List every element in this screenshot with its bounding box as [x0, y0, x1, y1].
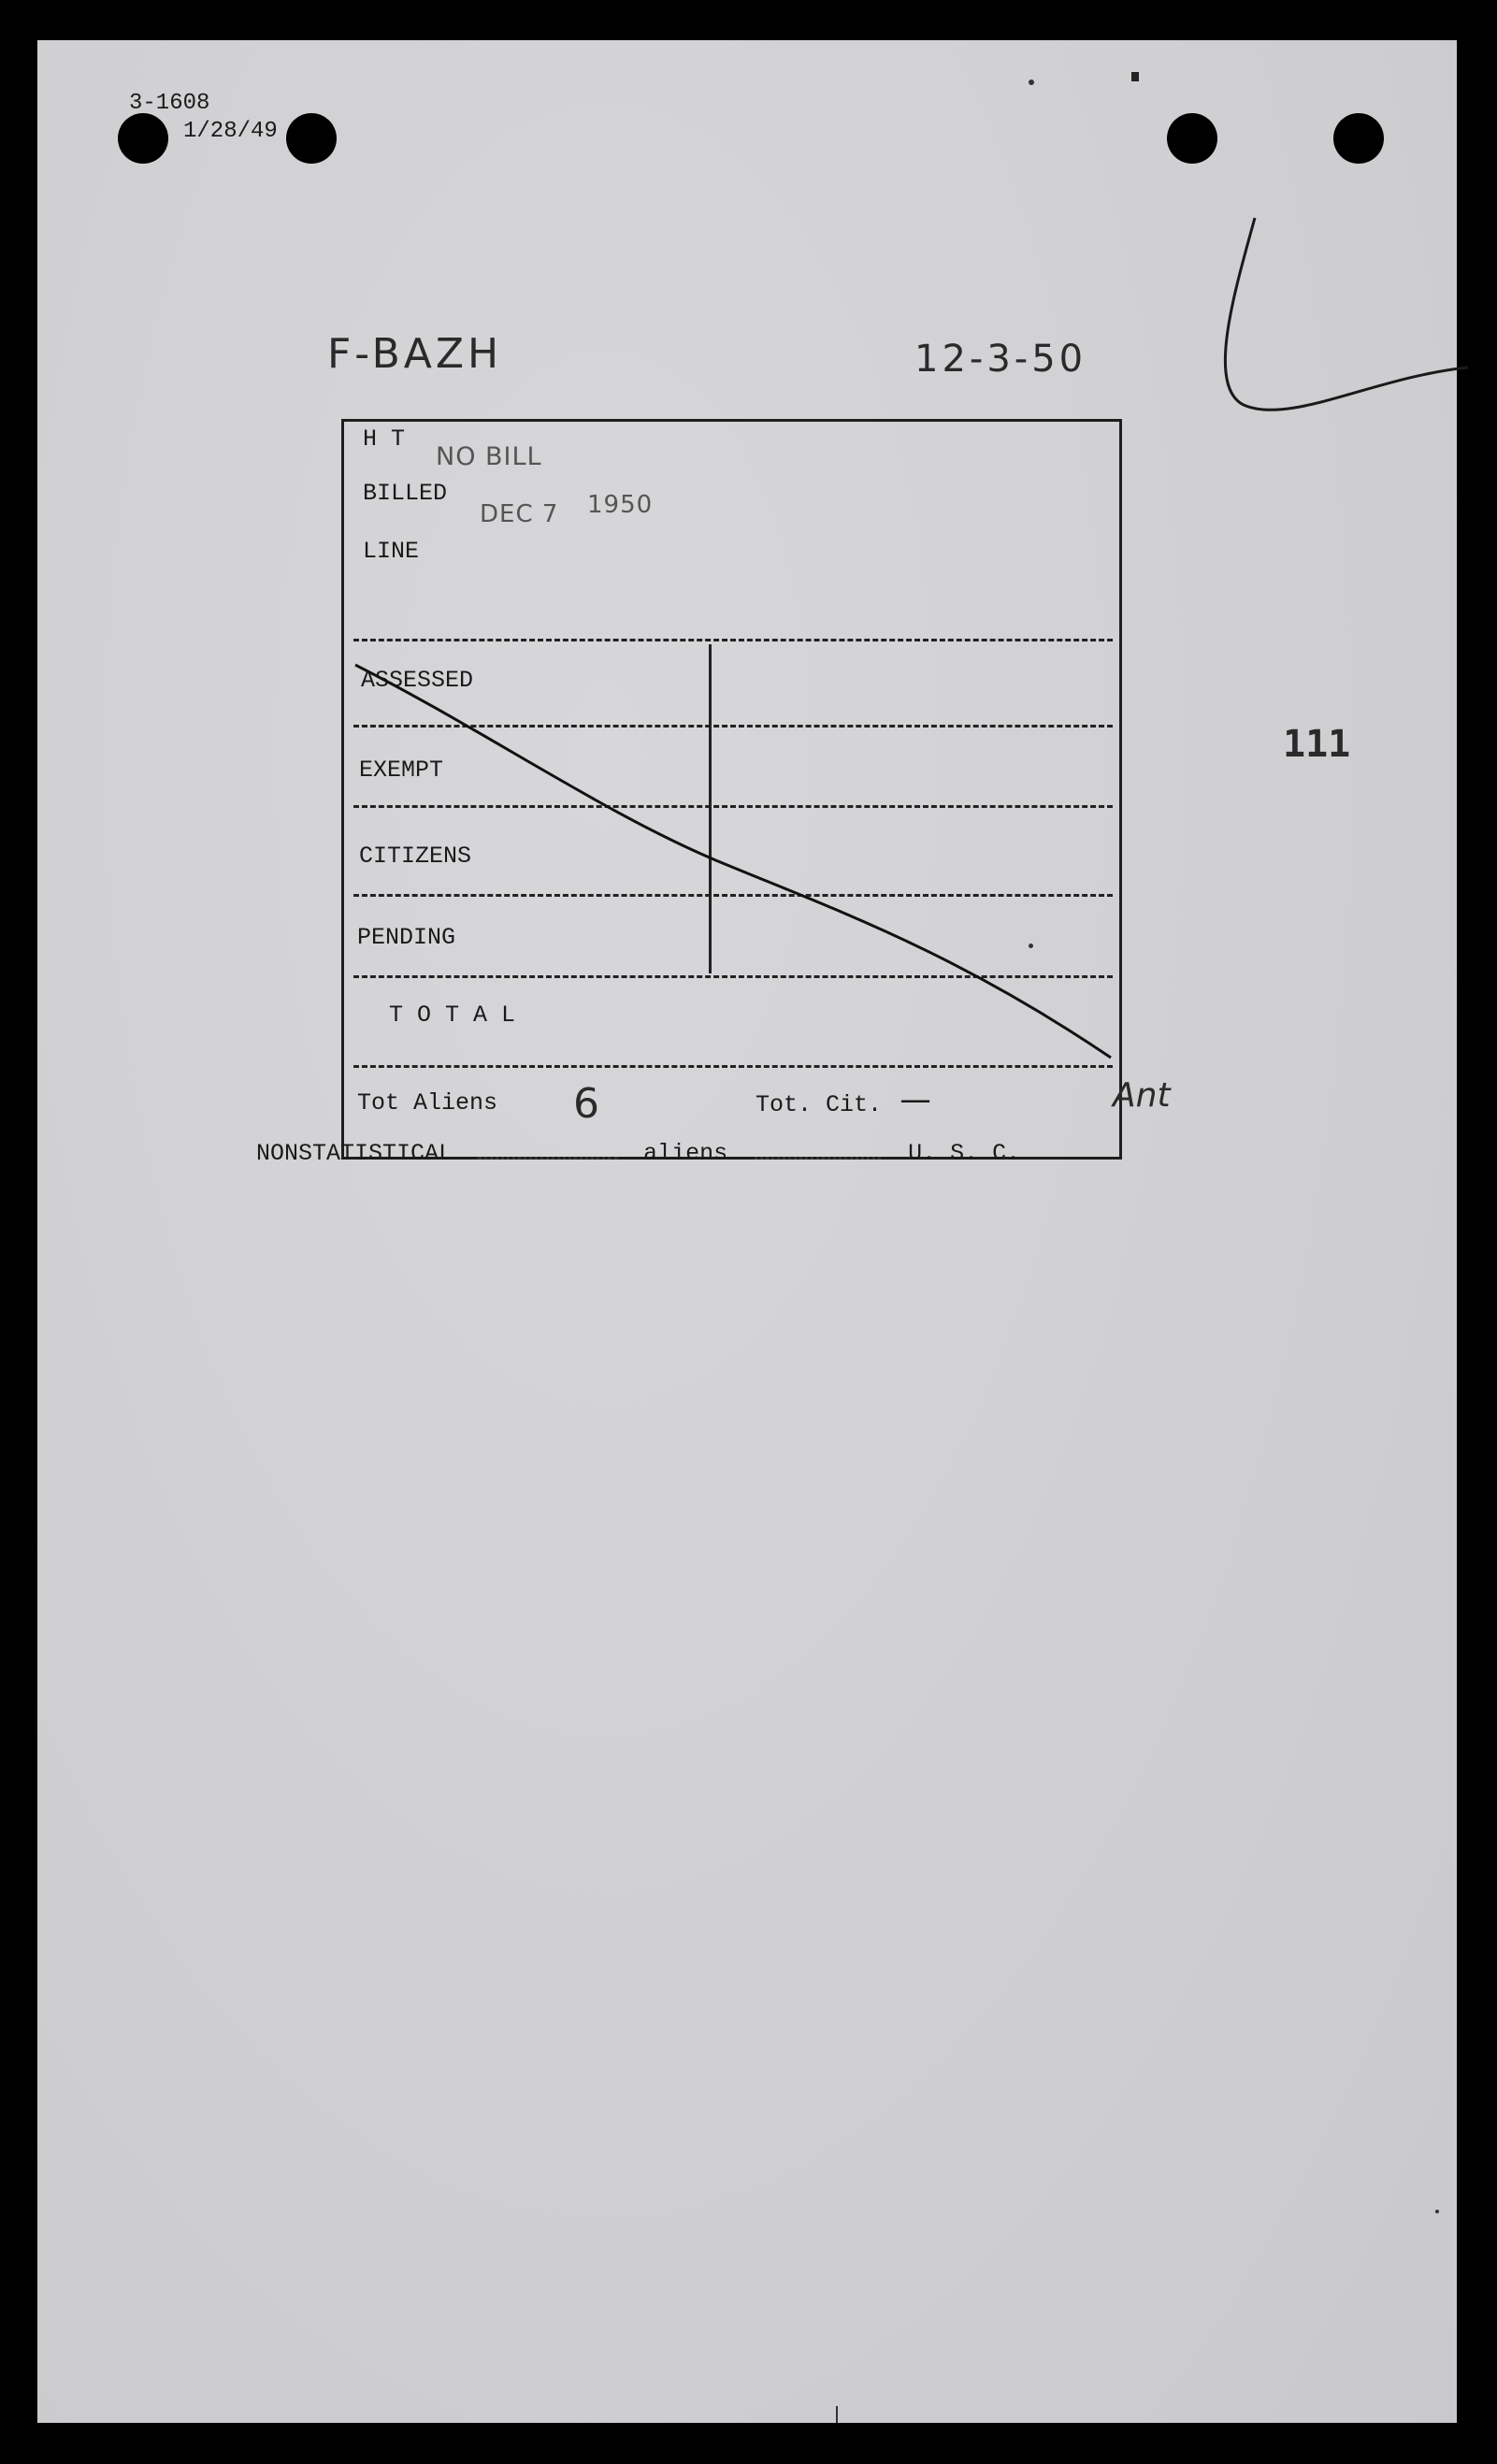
pen-stroke-icon — [1188, 180, 1468, 442]
tally-form — [341, 419, 1122, 1160]
ht-label: H T — [363, 425, 406, 453]
page-number: 111 — [1283, 723, 1351, 766]
stamp-date-year: 1950 — [587, 491, 654, 519]
nonstatistical-label: NONSTATISTICAL — [256, 1140, 453, 1167]
speck — [1029, 79, 1034, 85]
form-date: 1/28/49 — [183, 119, 278, 144]
rule-6 — [353, 1065, 1113, 1068]
strike-through-line — [344, 422, 1125, 1162]
speck — [836, 2406, 838, 2423]
aliens-label: aliens — [643, 1140, 728, 1167]
row-label-citizens: CITIZENS — [359, 843, 472, 870]
billed-label: BILLED — [363, 480, 448, 507]
speck — [1435, 2210, 1439, 2213]
tot-aliens-label: Tot Aliens — [357, 1089, 498, 1117]
punch-hole-left-2 — [286, 113, 337, 164]
handwritten-initials: Ant — [1113, 1076, 1171, 1115]
stamp-date-month: DEC 7 — [480, 500, 559, 528]
row-label-assessed: ASSESSED — [361, 667, 474, 694]
tot-cit-label: Tot. Cit. — [756, 1091, 883, 1118]
handwritten-date: 12-3-50 — [914, 338, 1087, 381]
punch-hole-left — [118, 113, 168, 164]
nonstatistical-blank — [478, 1157, 618, 1160]
rule-4 — [353, 894, 1113, 897]
row-label-exempt: EXEMPT — [359, 756, 444, 784]
aliens-blank — [755, 1157, 881, 1160]
punch-hole-right-2 — [1333, 113, 1384, 164]
document-page — [37, 40, 1457, 2423]
rule-1 — [353, 639, 1113, 641]
speck — [1029, 944, 1033, 948]
rule-3 — [353, 805, 1113, 808]
usc-label: U. S. C. — [908, 1140, 1021, 1167]
column-divider — [709, 644, 712, 973]
form-number: 3-1608 — [129, 91, 210, 116]
file-code: F-BAZH — [327, 330, 503, 378]
no-bill-stamp: NO BILL — [436, 442, 542, 471]
punch-hole-right — [1167, 113, 1217, 164]
line-label: LINE — [363, 538, 420, 565]
speck — [1131, 72, 1139, 81]
rule-5 — [353, 975, 1113, 978]
total-label: T O T A L — [389, 1001, 516, 1029]
tot-aliens-value: 6 — [573, 1080, 603, 1128]
nonstatistical-line — [256, 1140, 1020, 1167]
rule-2 — [353, 725, 1113, 728]
tot-cit-value: —— — [901, 1088, 930, 1115]
row-label-pending: PENDING — [357, 924, 456, 951]
